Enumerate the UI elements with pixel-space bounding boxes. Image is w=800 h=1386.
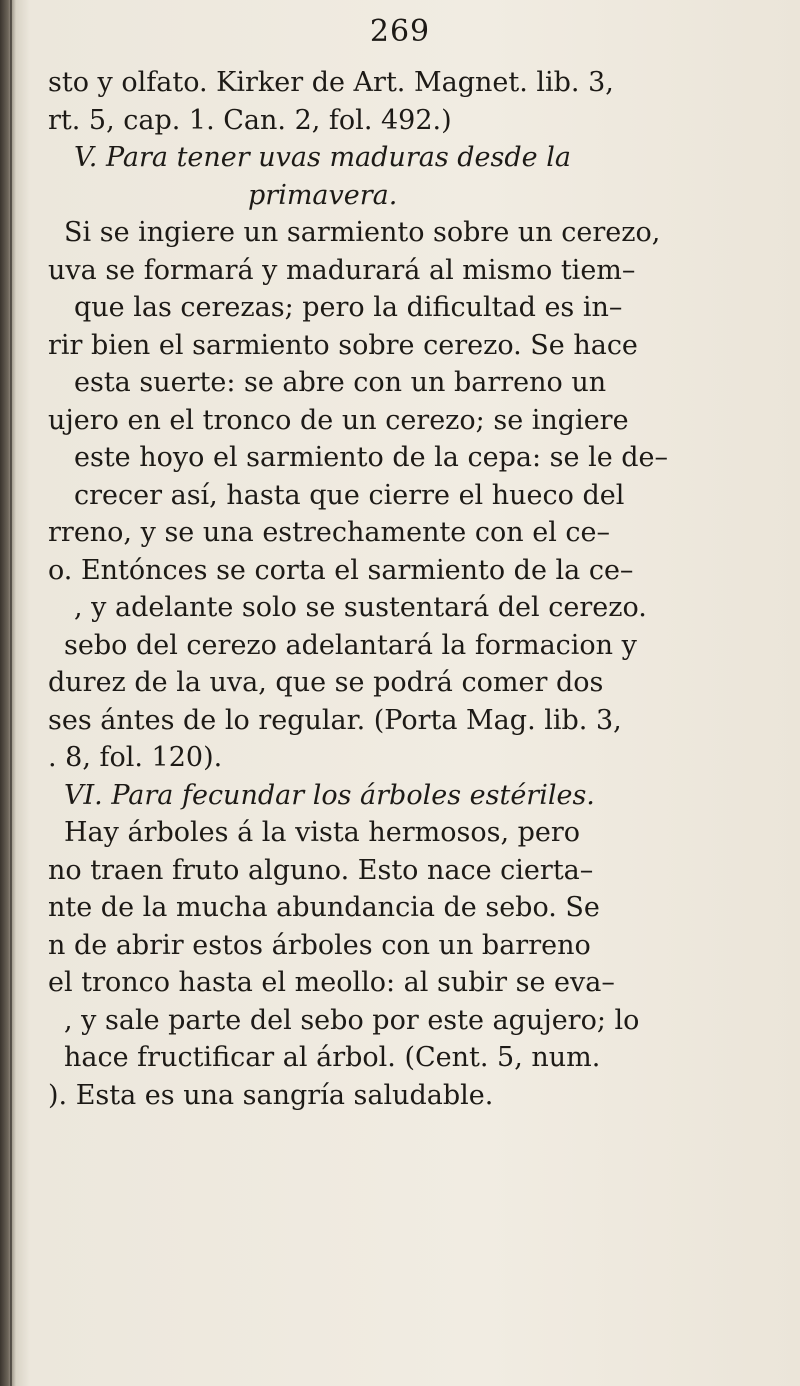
section-heading-continued: primavera. xyxy=(248,179,398,211)
text-line: Si se ingiere un sarmiento sobre un cerezo, xyxy=(64,217,661,248)
text-line: esta suerte: se abre con un barreno un xyxy=(74,367,607,398)
text-line: durez de la uva, que se podrá comer dos xyxy=(48,667,604,698)
text-line: , y adelante solo se sustentará del cerezo. xyxy=(74,592,647,623)
text-line: . 8, fol. 120). xyxy=(48,742,223,773)
text-line: que las cerezas; pero la dificultad es in– xyxy=(74,292,623,323)
text-line: Hay árboles á la vista hermosos, pero xyxy=(64,817,581,848)
page-number: 269 xyxy=(369,14,431,49)
text-line: sebo del cerezo adelantará la formacion y xyxy=(64,629,637,661)
text-line: uva se formará y madurará al mismo tiem– xyxy=(48,254,636,286)
text-line: , y sale parte del sebo por este agujero; lo xyxy=(64,1004,640,1036)
text-line: el tronco hasta el meollo: al subir se eva– xyxy=(48,967,615,998)
text-line: n de abrir estos árboles con un barreno xyxy=(48,929,591,961)
text-line: ujero en el tronco de un cerezo; se ingiere xyxy=(48,404,629,436)
text-line: rt. 5, cap. 1. Can. 2, fol. 492.) xyxy=(48,104,452,136)
text-line: este hoyo el sarmiento de la cepa: se le de– xyxy=(74,442,669,473)
text-line: crecer así, hasta que cierre el hueco del xyxy=(74,479,625,511)
text-line: no traen fruto alguno. Esto nace cierta– xyxy=(48,854,594,886)
text-line: hace fructificar al árbol. (Cent. 5, num. xyxy=(64,1042,601,1073)
text-line: ses ántes de lo regular. (Porta Mag. lib. 3, xyxy=(48,704,622,736)
text-line: rir bien el sarmiento sobre cerezo. Se hace xyxy=(48,329,638,361)
body-text xyxy=(48,64,788,1114)
text-line: ). Esta es una sangría saludable. xyxy=(48,1079,494,1111)
text-line: sto y olfato. Kirker de Art. Magnet. lib. 3, xyxy=(48,67,614,98)
section-heading: V. Para tener uvas maduras desde la xyxy=(74,142,571,173)
text-line: rreno, y se una estrechamente con el ce– xyxy=(48,517,611,548)
text-line: nte de la mucha abundancia de sebo. Se xyxy=(48,892,600,923)
section-heading: VI. Para fecundar los árboles estériles. xyxy=(64,779,595,811)
binding-gutter xyxy=(10,0,12,1386)
text-line: o. Entónces se corta el sarmiento de la ce– xyxy=(48,554,634,586)
